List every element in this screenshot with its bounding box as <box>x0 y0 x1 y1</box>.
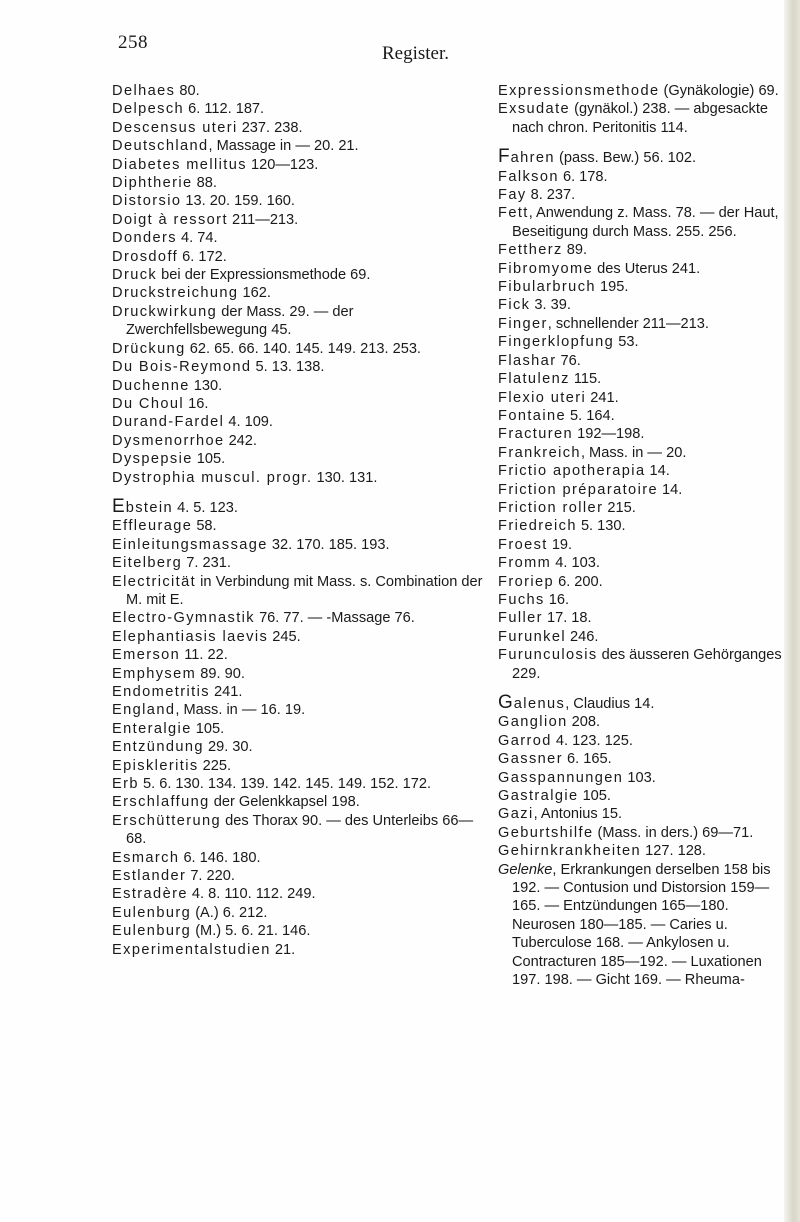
entry-term: Gazi <box>498 806 534 823</box>
entry-term: Drosdoff <box>112 248 179 265</box>
entry-term-italic: Gelenke <box>498 861 553 878</box>
entry-term: Froriep <box>498 573 555 590</box>
entry-term: Flashar <box>498 352 557 369</box>
entry-references: 6. 146. 180. <box>179 849 261 866</box>
entry-references: 29. 30. <box>203 739 253 756</box>
entry-references: , schnellender 211—213. <box>547 315 709 332</box>
entry-references: 17. 18. <box>542 610 592 627</box>
entry-references: (pass. Bew.) 56. 102. <box>554 150 697 167</box>
entry-references: 76. 77. — -Massage 76. <box>255 610 415 627</box>
index-entry <box>498 732 788 750</box>
index-entry <box>112 395 484 413</box>
entry-term: Gastralgie <box>498 788 579 805</box>
index-column-left <box>112 82 484 959</box>
entry-references: 6. 165. <box>562 751 612 768</box>
entry-term: Enteralgie <box>112 720 192 737</box>
index-entry <box>112 248 484 266</box>
entry-references: 162. <box>238 285 271 302</box>
entry-references: , Antonius 15. <box>533 806 623 823</box>
entry-references: (gynäkol.) 238. — abgesackte nach chron. Peritonitis 114. <box>512 101 768 136</box>
index-entry <box>112 211 484 229</box>
index-entry <box>112 469 484 487</box>
section-initial: G <box>498 692 514 713</box>
entry-references: 7. 231. <box>182 555 231 572</box>
entry-references: 5. 164. <box>566 407 615 424</box>
index-entry <box>112 432 484 450</box>
index-entry <box>498 278 788 296</box>
entry-term: Garrod <box>498 732 552 749</box>
entry-term: England <box>112 702 176 719</box>
entry-term: Gasspannungen <box>498 769 624 786</box>
entry-term: Eulenburg <box>112 923 192 940</box>
entry-term: Donders <box>112 230 177 247</box>
entry-references: 6. 172. <box>178 248 227 265</box>
index-entry <box>498 315 788 333</box>
entry-references: 245. <box>268 628 301 645</box>
entry-term: Experimentalstudien <box>112 941 271 958</box>
entry-term: Fick <box>498 297 531 314</box>
entry-term: Friction préparatoire <box>498 481 658 498</box>
index-entry <box>112 646 484 664</box>
entry-term: Expressionsmethode <box>498 83 660 99</box>
entry-term: Gehirnkrankheiten <box>498 843 642 860</box>
entry-references: 5. 130. <box>576 518 626 535</box>
entry-references: der Gelenkkapsel 198. <box>209 794 360 811</box>
index-entry <box>498 573 788 591</box>
entry-references: 105. <box>578 788 611 805</box>
entry-references: 241. <box>209 684 243 700</box>
entry-term: Fracturen <box>498 426 574 443</box>
index-entry <box>112 665 484 683</box>
entry-term: Fettherz <box>498 242 563 259</box>
entry-references: 88. <box>192 175 217 192</box>
entry-references: 16. <box>544 591 570 608</box>
index-entry <box>112 303 484 340</box>
entry-term: Du Choul <box>112 395 185 412</box>
entry-term: Durand-Fardel <box>112 414 225 431</box>
entry-term: Diphtherie <box>112 175 193 192</box>
entry-term: Effleurage <box>112 518 193 535</box>
entry-term: Furunkel <box>498 628 566 645</box>
index-entry <box>498 186 788 204</box>
index-entry <box>112 885 484 903</box>
index-entry <box>498 168 788 186</box>
entry-term: ahren <box>510 150 555 167</box>
index-entry <box>112 156 484 174</box>
entry-references: 5. 13. 138. <box>251 359 325 376</box>
entry-references: 130. 131. <box>312 469 378 486</box>
entry-references: 105. <box>191 720 225 737</box>
entry-references: des äusseren Gehörganges 229. <box>512 647 782 682</box>
index-entry <box>498 499 788 517</box>
entry-references: 14. <box>645 463 670 480</box>
entry-term: Fontaine <box>498 407 566 424</box>
index-entry <box>498 444 788 462</box>
index-entry <box>498 389 788 407</box>
entry-references: 211—213. <box>227 211 299 228</box>
entry-term: Distorsio <box>112 193 182 210</box>
entry-references: 58. <box>192 518 217 535</box>
index-entry <box>112 867 484 885</box>
entry-references: 53. <box>614 334 639 351</box>
entry-term: Einleitungsmassage <box>112 536 268 553</box>
index-entry <box>112 683 484 701</box>
index-entry <box>112 609 484 627</box>
entry-references: 4. 109. <box>224 414 273 431</box>
entry-references: 3. 39. <box>530 297 571 314</box>
entry-references: 4. 123. 125. <box>551 732 633 749</box>
index-entry <box>112 284 484 302</box>
index-entry <box>498 861 788 990</box>
index-entry <box>112 82 484 100</box>
entry-term: Descensus uteri <box>112 119 238 136</box>
entry-term: Friction roller <box>498 499 604 516</box>
index-entry <box>112 377 484 395</box>
entry-term: Episkleritis <box>112 757 199 774</box>
entry-term: Fingerklopfung <box>498 334 615 351</box>
entry-references: des Uterus 241. <box>593 260 701 277</box>
entry-references: 4. 5. 123. <box>173 499 238 516</box>
index-entry <box>498 148 788 167</box>
index-entry <box>498 407 788 425</box>
index-entry <box>112 922 484 940</box>
index-entry <box>498 824 788 842</box>
page-edge-shadow <box>784 0 800 1222</box>
index-entry <box>498 805 788 823</box>
entry-references: 16. <box>184 395 209 412</box>
index-entry <box>112 720 484 738</box>
index-entry <box>112 266 484 284</box>
index-entry <box>498 554 788 572</box>
index-entry <box>498 787 788 805</box>
index-entry <box>112 517 484 535</box>
index-entry <box>112 137 484 155</box>
entry-term: Dysmenorrhoe <box>112 432 225 449</box>
index-entry <box>498 842 788 860</box>
index-entry <box>498 750 788 768</box>
entry-references: 32. 170. 185. 193. <box>267 536 390 553</box>
index-entry <box>112 738 484 756</box>
index-entry <box>112 536 484 554</box>
entry-term: Fuller <box>498 610 543 627</box>
entry-term: Falkson <box>498 168 559 185</box>
entry-references: , Claudius 14. <box>565 696 655 712</box>
entry-references: , Mass. in — 20. <box>580 444 687 461</box>
index-entry <box>498 609 788 627</box>
entry-references: (A.) 6. 212. <box>191 904 268 921</box>
index-entry <box>112 358 484 376</box>
entry-term: Deutschland <box>112 138 209 155</box>
entry-term: Fuchs <box>498 591 545 608</box>
entry-references: , Anwendung z. Mass. 78. — der Haut, Beseitigung durch Mass. 255. 256. <box>512 205 779 240</box>
entry-term: Gassner <box>498 751 563 768</box>
index-entry <box>498 260 788 278</box>
entry-references: 80. <box>175 83 200 99</box>
section-initial: E <box>112 495 126 517</box>
index-entry <box>498 517 788 535</box>
index-entry <box>498 296 788 314</box>
index-entry <box>112 793 484 811</box>
entry-references: 62. 65. 66. 140. 145. 149. 213. 253. <box>185 340 421 357</box>
entry-references: 246. <box>565 628 599 645</box>
entry-term: Entzündung <box>112 739 204 756</box>
entry-references: (Gynäkologie) 69. <box>659 83 779 99</box>
entry-term: Electricität <box>112 573 197 590</box>
index-entry <box>498 462 788 480</box>
index-entry <box>498 536 788 554</box>
entry-references: 195. <box>595 279 629 296</box>
index-entry <box>498 628 788 646</box>
entry-references: 89. <box>562 242 588 259</box>
index-entry <box>498 82 788 100</box>
index-entry <box>112 904 484 922</box>
page-header <box>0 8 800 68</box>
index-entry <box>498 694 788 713</box>
entry-term: Druckwirkung <box>112 303 218 320</box>
entry-term: Dystrophia muscul. progr. <box>112 469 313 486</box>
entry-term: Flexio uteri <box>498 389 587 406</box>
entry-term: Fibromyome <box>498 260 594 277</box>
entry-references: 242. <box>224 432 257 449</box>
entry-references: 115. <box>569 371 602 388</box>
entry-references: 225. <box>198 757 232 774</box>
entry-references: 14. <box>658 481 683 498</box>
entry-references: 6. 112. 187. <box>184 101 265 118</box>
index-entry <box>112 573 484 610</box>
entry-term: Fett <box>498 205 529 222</box>
index-column-right <box>498 82 788 990</box>
entry-term: Erschütterung <box>112 812 222 829</box>
entry-references: , Massage in — 20. 21. <box>208 138 359 155</box>
entry-term: Dyspepsie <box>112 451 193 468</box>
entry-term: Delhaes <box>112 83 176 99</box>
entry-references: (M.) 5. 6. 21. 146. <box>191 923 311 940</box>
entry-term: Delpesch <box>112 101 185 118</box>
entry-references: 237. 238. <box>237 119 303 136</box>
entry-term: Froest <box>498 536 548 553</box>
entry-term: Erschlaffung <box>112 794 210 811</box>
index-entry <box>498 769 788 787</box>
index-entry <box>112 812 484 849</box>
index-entry <box>498 352 788 370</box>
page-number: 258 <box>118 32 148 53</box>
entry-term: Flatulenz <box>498 371 570 388</box>
entry-term: Druckstreichung <box>112 285 239 302</box>
entry-references: 105. <box>192 451 226 468</box>
entry-term: Ganglion <box>498 714 568 731</box>
entry-term: Druck <box>112 267 158 284</box>
entry-term: Electro-Gymnastik <box>112 610 256 627</box>
entry-term: Eitelberg <box>112 555 183 572</box>
index-entry <box>498 100 788 137</box>
entry-references: 4. 74. <box>176 230 218 247</box>
entry-references: 7. 220. <box>186 868 235 885</box>
index-entry <box>498 370 788 388</box>
index-entry <box>112 192 484 210</box>
entry-references: 192—198. <box>573 426 645 443</box>
entry-references: in Verbindung mit Mass. s. Combination der M. mit E. <box>126 573 483 608</box>
entry-term: Exsudate <box>498 101 571 118</box>
index-entry <box>112 628 484 646</box>
entry-term: alenus <box>513 696 566 712</box>
index-entry <box>498 333 788 351</box>
index-entry <box>498 713 788 731</box>
index-entry <box>498 204 788 241</box>
index-entry <box>112 174 484 192</box>
entry-references: 103. <box>623 769 656 786</box>
entry-term: Geburtshilfe <box>498 824 594 841</box>
entry-term: Fay <box>498 187 527 204</box>
entry-term: Estradère <box>112 886 188 903</box>
entry-term: Emerson <box>112 647 181 664</box>
entry-term: Finger <box>498 315 548 332</box>
entry-term: Elephantiasis laevis <box>112 628 269 645</box>
entry-references: 120—123. <box>246 156 319 173</box>
entry-references: 21. <box>270 941 296 958</box>
index-entry <box>112 119 484 137</box>
index-entry <box>112 229 484 247</box>
entry-references: 130. <box>189 377 223 394</box>
entry-term: Emphysem <box>112 665 197 682</box>
index-entry <box>112 495 484 517</box>
entry-references: 13. 20. 159. 160. <box>181 193 295 210</box>
section-initial: F <box>498 146 511 168</box>
entry-references: 4. 103. <box>551 555 600 572</box>
entry-term: Doigt à ressort <box>112 211 228 228</box>
entry-references: 89. 90. <box>196 665 245 682</box>
index-entry <box>112 757 484 775</box>
index-entry <box>498 646 788 683</box>
entry-references: , Mass. in — 16. 19. <box>175 702 306 719</box>
index-entry <box>112 340 484 358</box>
entry-term: Frankreich <box>498 444 581 461</box>
entry-term: Friedreich <box>498 518 577 535</box>
entry-term: Diabetes mellitus <box>112 156 247 173</box>
index-entry <box>112 554 484 572</box>
entry-references: 8. 237. <box>526 187 576 204</box>
index-entry <box>112 941 484 959</box>
entry-references: der Mass. 29. — der Zwerchfellsbewegung 45. <box>126 303 354 339</box>
index-entry <box>498 591 788 609</box>
index-entry <box>112 100 484 118</box>
entry-term: Fibularbruch <box>498 279 596 296</box>
entry-references: 19. <box>547 536 573 553</box>
index-entry <box>498 425 788 443</box>
entry-references: des Thorax 90. — des Unterleibs 66—68. <box>126 812 474 848</box>
index-entry <box>112 413 484 431</box>
entry-references: 11. 22. <box>180 647 228 664</box>
running-title: Register. <box>382 43 450 64</box>
entry-references: bei der Expressionsmethode 69. <box>157 267 371 284</box>
entry-term: Esmarch <box>112 849 180 866</box>
entry-term: Endometritis <box>112 684 210 700</box>
entry-term: Frictio apotherapia <box>498 463 646 480</box>
entry-references: 6. 200. <box>554 573 603 590</box>
entry-references: 5. 6. 130. 134. 139. 142. 145. 149. 152. 172. <box>138 776 432 793</box>
entry-references: 208. <box>567 714 601 731</box>
entry-term: Du Bois-Reymond <box>112 359 252 376</box>
index-entry <box>112 849 484 867</box>
entry-term: bstein <box>125 499 174 516</box>
entry-references: 127. 128. <box>641 843 706 860</box>
entry-references: 215. <box>603 499 636 516</box>
entry-references: 241. <box>586 389 619 406</box>
index-entry <box>112 775 484 793</box>
entry-term: Duchenne <box>112 377 190 394</box>
entry-term: Furunculosis <box>498 647 598 664</box>
entry-term: Eulenburg <box>112 904 192 921</box>
index-entry <box>498 481 788 499</box>
entry-term: Drückung <box>112 340 186 357</box>
entry-term: Fromm <box>498 555 552 572</box>
entry-references: , Erkrankungen derselben 158 bis 192. — Contusion und Distorsion 159—165. — Entzündungen 165—180. Neurosen 180—185. — Caries u. Tuberculose 168. — Ankylosen u. Contracturen 185—192. — Luxationen 197. 198. — Gicht 169. — Rheuma- <box>512 861 771 989</box>
index-entry <box>112 701 484 719</box>
entry-references: (Mass. in ders.) 69—71. <box>593 824 754 841</box>
entry-references: 4. 8. 110. 112. 249. <box>187 886 316 903</box>
index-entry <box>498 241 788 259</box>
entry-references: 6. 178. <box>558 168 608 185</box>
index-entry <box>112 450 484 468</box>
entry-references: 76. <box>556 352 581 369</box>
entry-term: Estlander <box>112 868 187 885</box>
entry-term: Erb <box>112 776 139 793</box>
